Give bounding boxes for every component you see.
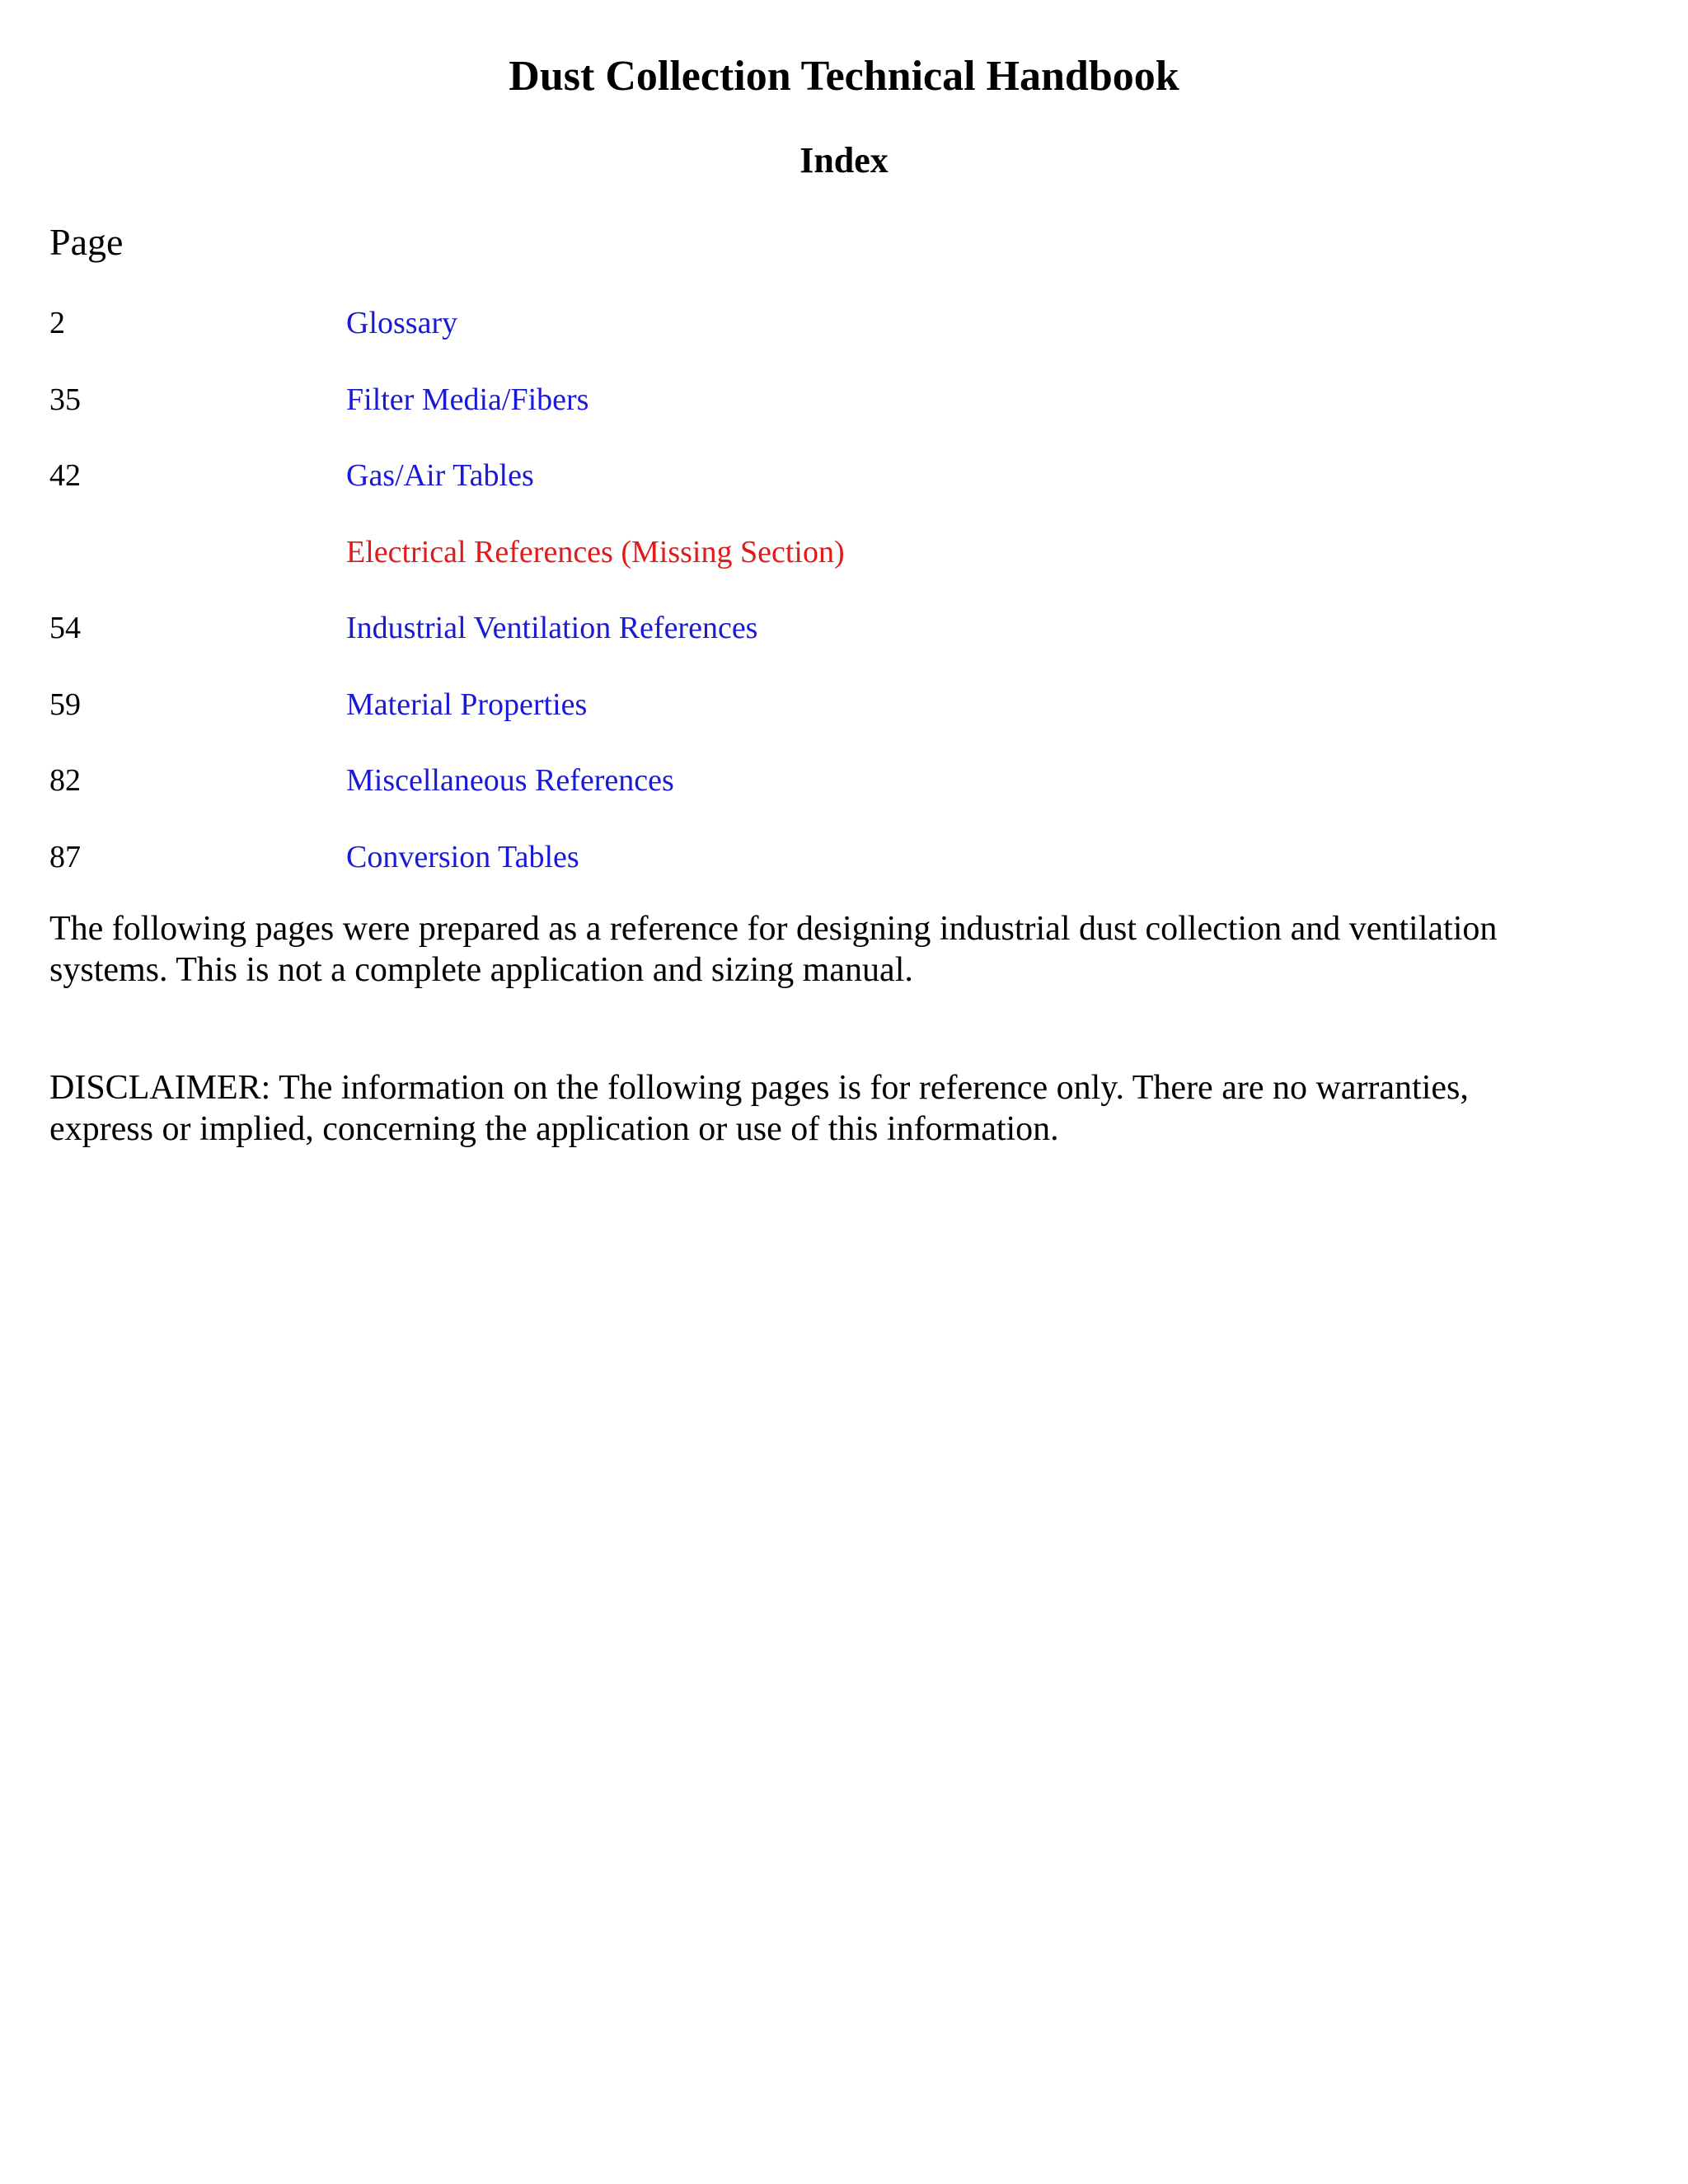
- index-page-number: 59: [49, 687, 81, 722]
- index-link[interactable]: Material Properties: [346, 687, 588, 722]
- paragraph-line: systems. This is not a complete application and sizing manual.: [49, 951, 913, 989]
- disclaimer-paragraph: [49, 1067, 1615, 1150]
- document-title: Dust Collection Technical Handbook: [509, 53, 1179, 100]
- index-link[interactable]: Gas/Air Tables: [346, 458, 534, 493]
- index-row: [49, 832, 1615, 909]
- paragraph-line: The following pages were prepared as a reference for designing industrial dust collection and ventilation: [49, 910, 1498, 948]
- index-row: [49, 680, 1615, 757]
- intro-paragraph: [49, 908, 1615, 991]
- index-link[interactable]: Miscellaneous References: [346, 763, 674, 798]
- index-row: [49, 603, 1615, 680]
- index-link[interactable]: Industrial Ventilation References: [346, 611, 758, 645]
- index-page-number: 54: [49, 611, 81, 645]
- index-page-number: 2: [49, 306, 65, 340]
- index-page-number: 87: [49, 839, 81, 874]
- index-heading: Index: [799, 140, 889, 180]
- index-link-missing-section[interactable]: Electrical References (Missing Section): [346, 534, 845, 569]
- index-link[interactable]: Conversion Tables: [346, 839, 579, 874]
- index-row: [49, 527, 1615, 604]
- page-column-heading: Page: [49, 221, 124, 263]
- index-list: [49, 298, 1615, 908]
- index-row: [49, 756, 1615, 832]
- index-row: [49, 375, 1615, 452]
- index-link[interactable]: Glossary: [346, 306, 458, 340]
- paragraph-line: express or implied, concerning the application or use of this information.: [49, 1110, 1059, 1148]
- paragraph-line: DISCLAIMER: The information on the following pages is for reference only. There are no warranties,: [49, 1069, 1469, 1107]
- index-page-number: 82: [49, 763, 81, 798]
- index-page-number: 35: [49, 382, 81, 417]
- index-link[interactable]: Filter Media/Fibers: [346, 382, 589, 417]
- index-page-number: 42: [49, 458, 81, 493]
- index-row: [49, 451, 1615, 527]
- index-row: [49, 298, 1615, 375]
